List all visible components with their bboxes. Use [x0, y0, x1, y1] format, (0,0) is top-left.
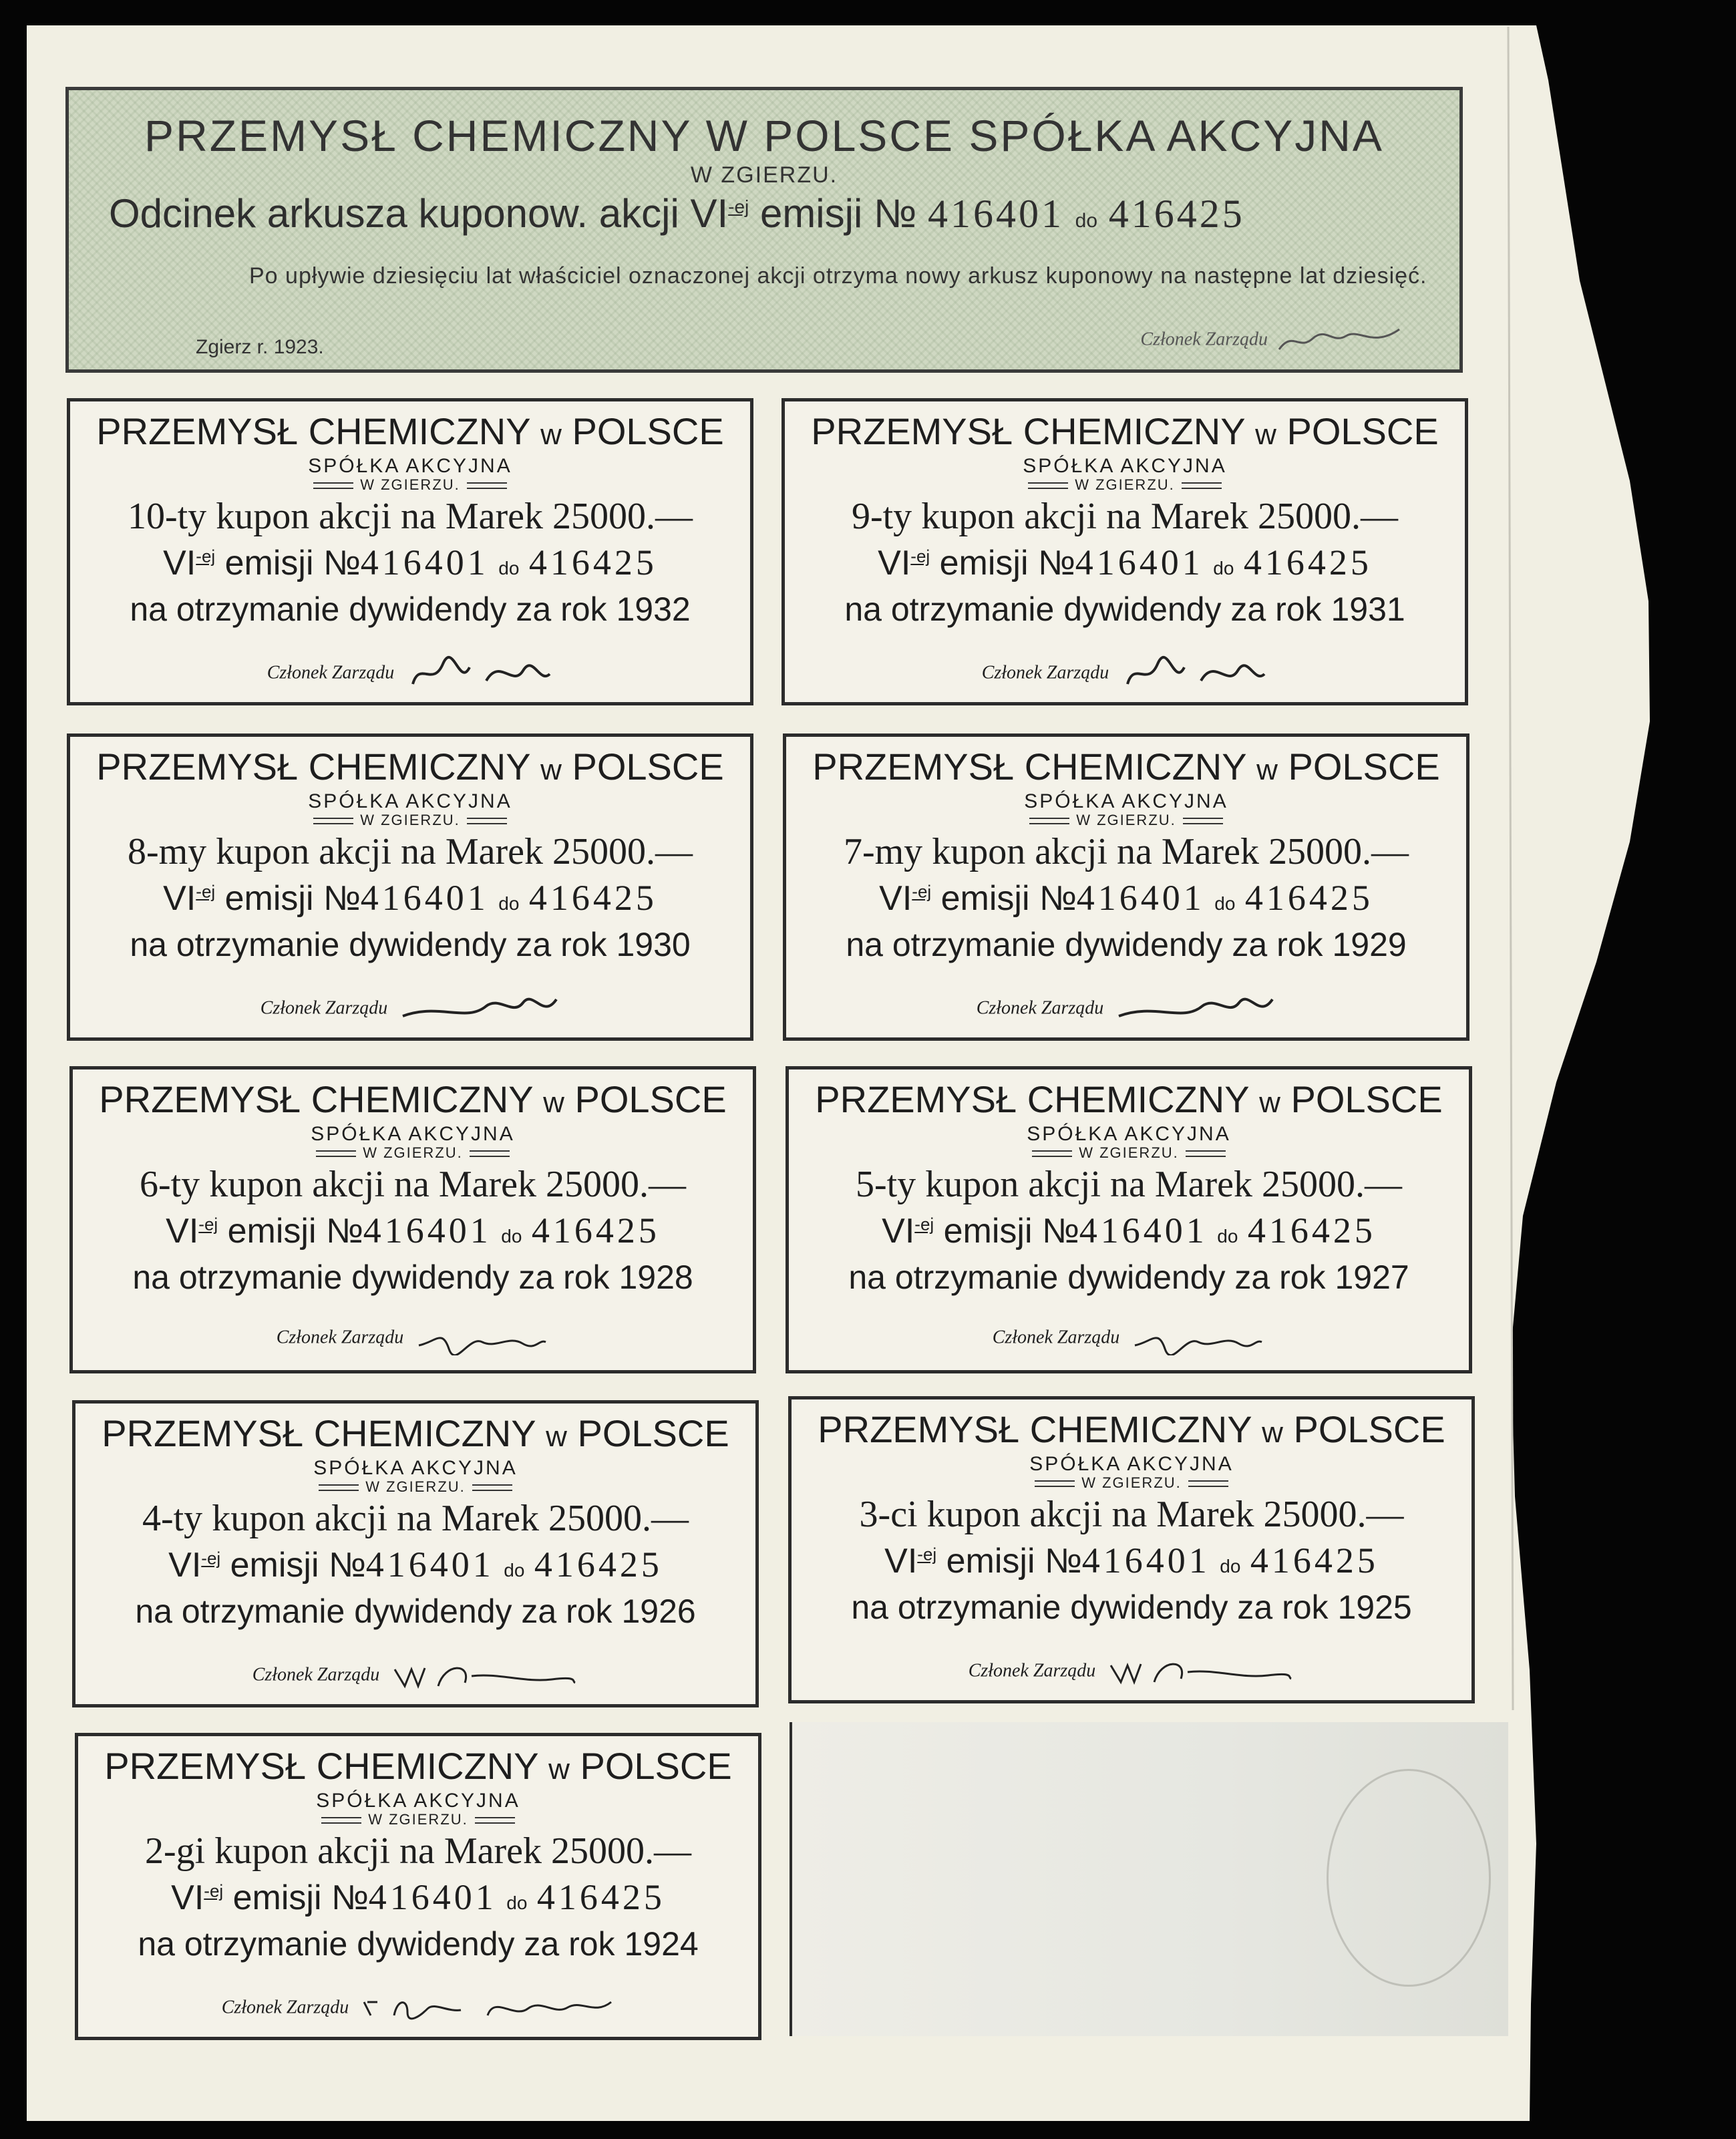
coupon-number-from: 416401	[360, 542, 489, 583]
coupon-company	[73, 1078, 753, 1121]
coupon-city: W ZGIERZU.	[785, 476, 1465, 494]
coupon-sa: SPÓŁKA AKCYJNA	[1027, 1123, 1231, 1145]
coupon-emission-sup: -ej	[204, 1880, 224, 1901]
coupon-company-b: POLSCE	[572, 746, 724, 788]
coupon-line2	[792, 1540, 1471, 1581]
coupon-number-from: 416401	[365, 1544, 494, 1585]
coupon-company	[78, 1744, 758, 1788]
removed-coupon-area	[790, 1722, 1508, 2036]
coupon-number-to: 416425	[1243, 542, 1372, 583]
coupon-number-to: 416425	[534, 1544, 663, 1585]
coupon-emission-prefix: VI	[163, 544, 196, 583]
coupon-sa: SPÓŁKA AKCYJNA	[311, 1123, 515, 1145]
coupon-city: W ZGIERZU.	[70, 476, 750, 494]
coupon-emission-prefix: VI	[884, 1542, 918, 1581]
talon-header	[65, 87, 1463, 373]
coupon-emission-word: emisji	[224, 544, 314, 583]
coupon-signature	[792, 1652, 1471, 1692]
coupon-company-w: w	[1255, 418, 1276, 451]
coupon-line3	[786, 925, 1466, 964]
talon-title-sup: -ej	[728, 196, 749, 217]
coupon-emission-sup: -ej	[914, 1214, 934, 1235]
coupon-number-to: 416425	[528, 542, 657, 583]
signature-icon	[415, 1322, 549, 1355]
coupon-value: kupon akcji na Marek 25000.—	[216, 831, 693, 872]
coupon-line2	[70, 542, 750, 583]
coupon-sa: SPÓŁKA AKCYJNA	[313, 1457, 518, 1479]
talon-title-emission: emisji	[759, 191, 863, 236]
coupon-line1	[78, 1830, 758, 1872]
coupon-signature-label: Członek Zarządu	[221, 1997, 349, 2018]
talon-text: Po upływie dziesięciu lat właściciel oznaczonej akcji otrzyma nowy arkusz kuponowy na następne lat dziesięć.	[249, 263, 1427, 289]
signature-icon	[391, 1656, 578, 1696]
coupon-signature-label: Członek Zarządu	[981, 662, 1109, 683]
coupon-emission-sup: -ej	[912, 881, 932, 902]
coupon-signature-label: Członek Zarządu	[276, 1327, 404, 1348]
coupon-emission-sup: -ej	[196, 546, 216, 566]
coupon-line2	[70, 877, 750, 919]
coupon-line1	[70, 830, 750, 873]
coupon-emission-word: emisji	[939, 544, 1029, 583]
coupon-dividend-text: na otrzymanie dywidendy za rok	[851, 1589, 1329, 1626]
coupon	[782, 398, 1468, 705]
coupon-line2	[78, 1876, 758, 1918]
coupon-emission-word: emisji	[230, 1546, 319, 1585]
coupon-line2	[786, 877, 1466, 919]
coupon-line3	[792, 1588, 1471, 1627]
coupon-ordinal: 2-gi	[144, 1830, 206, 1872]
coupon-number-sign: №	[1039, 879, 1077, 918]
coupon-number-sign: №	[1042, 1212, 1079, 1251]
coupon-company-a: PRZEMYSŁ CHEMICZNY	[96, 410, 530, 452]
coupon-company	[785, 409, 1465, 453]
coupon-number-sep: do	[498, 558, 520, 579]
signature-icon	[1115, 989, 1276, 1029]
coupon-company-a: PRZEMYSŁ CHEMICZNY	[812, 746, 1246, 788]
coupon-year: 1929	[1332, 926, 1407, 963]
coupon-company-a: PRZEMYSŁ CHEMICZNY	[104, 1745, 538, 1787]
coupon-ordinal: 4-ty	[142, 1498, 203, 1539]
coupon-emission-sup: -ej	[196, 881, 216, 902]
ornament-icon	[1327, 1769, 1491, 1987]
coupon-sa: SPÓŁKA AKCYJNA	[1023, 455, 1227, 477]
coupon-company-b: POLSCE	[1286, 410, 1439, 452]
coupon-value: kupon akcji na Marek 25000.—	[926, 1494, 1404, 1535]
coupon-signature-label: Członek Zarządu	[260, 997, 388, 1019]
coupon-value: kupon akcji na Marek 25000.—	[925, 1164, 1403, 1205]
coupon-number-from: 416401	[1081, 1540, 1210, 1581]
coupon-city: W ZGIERZU.	[75, 1478, 755, 1496]
coupon-number-from: 416401	[1079, 1210, 1208, 1251]
talon-signature-label: Członek Zarządu	[1140, 329, 1268, 350]
coupon-company-b: POLSCE	[1290, 1078, 1443, 1120]
signature-icon	[1121, 654, 1268, 694]
coupon-dividend-text: na otrzymanie dywidendy za rok	[132, 1259, 610, 1296]
talon-title	[109, 190, 1245, 237]
coupon-number-sep: do	[506, 1893, 528, 1913]
coupon-number-to: 416425	[1250, 1540, 1379, 1581]
coupon-signature	[789, 1322, 1469, 1355]
coupon-number-sign: №	[1045, 1542, 1082, 1581]
coupon-number-from: 416401	[1076, 878, 1205, 918]
coupon-signature	[785, 654, 1465, 694]
talon-number-to: 416425	[1108, 192, 1245, 236]
coupon-signature-label: Członek Zarządu	[976, 997, 1104, 1019]
coupon	[67, 733, 753, 1041]
signature-icon	[406, 654, 553, 694]
coupon-emission-sup: -ej	[917, 1544, 937, 1565]
coupon-line1	[786, 830, 1466, 873]
coupon-emission-prefix: VI	[879, 879, 912, 918]
coupon-number-sep: do	[1217, 1226, 1238, 1247]
coupon-number-sign: №	[331, 1878, 369, 1917]
coupon-number-sep: do	[498, 893, 520, 914]
coupon-year: 1924	[624, 1925, 699, 1963]
coupon-emission-word: emisji	[946, 1542, 1035, 1581]
coupon-company	[786, 745, 1466, 788]
coupon-line2	[73, 1210, 753, 1251]
coupon-company-b: POLSCE	[572, 410, 724, 452]
coupon	[67, 398, 753, 705]
coupon-city: W ZGIERZU.	[786, 812, 1466, 829]
coupon-city: W ZGIERZU.	[789, 1144, 1469, 1162]
coupon-company-b: POLSCE	[580, 1745, 732, 1787]
coupon-company-a: PRZEMYSŁ CHEMICZNY	[811, 410, 1245, 452]
coupon-number-sign: №	[1038, 544, 1075, 583]
coupon-emission-sup: -ej	[201, 1548, 221, 1569]
coupon-signature-label: Członek Zarządu	[992, 1327, 1120, 1348]
coupon-number-to: 416425	[531, 1210, 660, 1251]
coupon-line1	[785, 495, 1465, 538]
coupon-value: kupon akcji na Marek 25000.—	[214, 1830, 692, 1872]
signature-icon	[1132, 1322, 1265, 1355]
coupon-year: 1932	[616, 591, 691, 628]
coupon-number-from: 416401	[360, 878, 489, 918]
coupon-company-b: POLSCE	[1293, 1408, 1445, 1450]
talon-number-sep: do	[1075, 210, 1098, 232]
coupon-year: 1927	[1335, 1259, 1409, 1296]
talon-signature	[1140, 324, 1406, 357]
coupon-city: W ZGIERZU.	[73, 1144, 753, 1162]
coupon-company-b: POLSCE	[577, 1412, 729, 1454]
coupon-ordinal: 9-ty	[851, 496, 912, 537]
coupon-company-a: PRZEMYSŁ CHEMICZNY	[99, 1078, 533, 1120]
coupon-company-b: POLSCE	[574, 1078, 727, 1120]
coupon-number-from: 416401	[368, 1877, 497, 1917]
coupon	[783, 733, 1469, 1041]
coupon-company-a: PRZEMYSŁ CHEMICZNY	[96, 746, 530, 788]
signature-icon	[361, 1989, 615, 2029]
coupon-city: W ZGIERZU.	[792, 1474, 1471, 1492]
coupon-line3	[70, 925, 750, 964]
signature-icon	[399, 989, 560, 1029]
coupon-signature	[75, 1656, 755, 1696]
coupon-number-sign: №	[329, 1546, 366, 1585]
coupon-company	[792, 1408, 1471, 1451]
coupon-sa: SPÓŁKA AKCYJNA	[316, 1790, 520, 1812]
coupon-company-a: PRZEMYSŁ CHEMICZNY	[102, 1412, 536, 1454]
coupon-dividend-text: na otrzymanie dywidendy za rok	[130, 591, 607, 628]
coupon-number-to: 416425	[536, 1877, 665, 1917]
coupon-year: 1928	[619, 1259, 693, 1296]
coupon-line2	[75, 1544, 755, 1585]
signature-icon	[1272, 324, 1406, 357]
coupon-company	[70, 745, 750, 788]
coupon-sa: SPÓŁKA AKCYJNA	[308, 790, 512, 812]
coupon-dividend-text: na otrzymanie dywidendy za rok	[846, 926, 1323, 963]
coupon-year: 1930	[616, 926, 691, 963]
coupon-emission-prefix: VI	[168, 1546, 202, 1585]
coupon-ordinal: 6-ty	[139, 1164, 200, 1205]
coupon-dividend-text: na otrzymanie dywidendy za rok	[130, 926, 607, 963]
coupon-city: W ZGIERZU.	[78, 1811, 758, 1828]
talon-company: PRZEMYSŁ CHEMICZNY W POLSCE SPÓŁKA AKCYJNA	[144, 111, 1384, 160]
coupon-number-to: 416425	[1247, 1210, 1376, 1251]
coupon-year: 1926	[621, 1593, 696, 1630]
coupon-line1	[792, 1493, 1471, 1536]
coupon-number-to: 416425	[528, 878, 657, 918]
coupon-emission-word: emisji	[232, 1878, 322, 1917]
coupon-emission-prefix: VI	[882, 1212, 915, 1251]
coupon-signature-label: Członek Zarządu	[252, 1664, 380, 1685]
coupon-company-w: w	[543, 1086, 564, 1119]
coupon-dividend-text: na otrzymanie dywidendy za rok	[138, 1925, 615, 1963]
coupon-city: W ZGIERZU.	[70, 812, 750, 829]
coupon-line3	[78, 1925, 758, 1963]
coupon-value: kupon akcji na Marek 25000.—	[216, 496, 693, 537]
talon-city: W ZGIERZU.	[690, 162, 838, 188]
coupon-line3	[70, 590, 750, 629]
coupon-ordinal: 3-ci	[859, 1494, 918, 1535]
coupon-emission-sup: -ej	[198, 1214, 218, 1235]
coupon-signature	[70, 654, 750, 694]
coupon-signature	[73, 1322, 753, 1355]
coupon-line2	[789, 1210, 1469, 1251]
coupon-value: kupon akcji na Marek 25000.—	[209, 1164, 687, 1205]
coupon-year: 1931	[1331, 591, 1405, 628]
coupon-company-w: w	[1259, 1086, 1280, 1119]
coupon-dividend-text: na otrzymanie dywidendy za rok	[848, 1259, 1326, 1296]
coupon-line1	[789, 1163, 1469, 1206]
coupon	[72, 1400, 759, 1707]
signature-icon	[1107, 1652, 1294, 1692]
coupon-number-from: 416401	[363, 1210, 492, 1251]
coupon-line3	[789, 1258, 1469, 1297]
coupon-signature	[786, 989, 1466, 1029]
coupon-number-sep: do	[1214, 893, 1236, 914]
coupon-number-sign: №	[326, 1212, 363, 1251]
coupon-line1	[73, 1163, 753, 1206]
coupon-number-sep: do	[504, 1560, 525, 1581]
coupon-line2	[785, 542, 1465, 583]
coupon	[788, 1396, 1475, 1703]
coupon-company-w: w	[1256, 754, 1278, 786]
coupon-company	[75, 1412, 755, 1455]
coupon-ordinal: 8-my	[127, 831, 207, 872]
coupon-year: 1925	[1337, 1589, 1412, 1626]
coupon-emission-sup: -ej	[910, 546, 930, 566]
coupon	[69, 1066, 756, 1373]
coupon-emission-word: emisji	[227, 1212, 317, 1251]
coupon-sa: SPÓŁKA AKCYJNA	[1029, 1453, 1234, 1475]
coupon-value: kupon akcji na Marek 25000.—	[932, 831, 1409, 872]
coupon-company-w: w	[546, 1420, 567, 1453]
coupon-dividend-text: na otrzymanie dywidendy za rok	[844, 591, 1322, 628]
coupon-number-to: 416425	[1244, 878, 1373, 918]
coupon	[786, 1066, 1472, 1373]
coupon-signature-label: Członek Zarządu	[968, 1660, 1096, 1681]
coupon-emission-prefix: VI	[171, 1878, 204, 1917]
coupon-company	[789, 1078, 1469, 1121]
coupon-line3	[785, 590, 1465, 629]
coupon-company-a: PRZEMYSŁ CHEMICZNY	[818, 1408, 1252, 1450]
coupon-line3	[75, 1592, 755, 1631]
coupon-company-b: POLSCE	[1288, 746, 1440, 788]
coupon-dividend-text: na otrzymanie dywidendy za rok	[135, 1593, 613, 1630]
talon-title-prefix: Odcinek arkusza kuponow. akcji VI	[109, 191, 729, 236]
coupon-signature	[70, 989, 750, 1029]
coupon-company-w: w	[540, 418, 562, 451]
coupon-number-sign: №	[323, 544, 361, 583]
coupon-emission-word: emisji	[224, 879, 314, 918]
talon-number-from: 416401	[928, 192, 1064, 236]
coupon-emission-prefix: VI	[878, 544, 911, 583]
coupon-ordinal: 7-my	[843, 831, 923, 872]
coupon-ordinal: 10-ty	[127, 496, 207, 537]
coupon-sa: SPÓŁKA AKCYJNA	[308, 455, 512, 477]
coupon-line1	[70, 495, 750, 538]
coupon-sa: SPÓŁKA AKCYJNA	[1024, 790, 1228, 812]
coupon-emission-prefix: VI	[163, 879, 196, 918]
coupon-emission-word: emisji	[940, 879, 1030, 918]
coupon-emission-word: emisji	[943, 1212, 1033, 1251]
coupon-signature-label: Członek Zarządu	[267, 662, 395, 683]
coupon-emission-prefix: VI	[166, 1212, 199, 1251]
coupon-value: kupon akcji na Marek 25000.—	[921, 496, 1399, 537]
coupon-company-w: w	[1262, 1416, 1283, 1449]
coupon-number-sep: do	[1213, 558, 1234, 579]
talon-place-date: Zgierz r. 1923.	[196, 336, 324, 358]
coupon-number-sep: do	[501, 1226, 522, 1247]
coupon-company-w: w	[548, 1753, 570, 1786]
coupon-number-sep: do	[1220, 1556, 1241, 1577]
coupon-company	[70, 409, 750, 453]
coupon-line3	[73, 1258, 753, 1297]
coupon-number-sign: №	[323, 879, 361, 918]
coupon-value: kupon akcji na Marek 25000.—	[212, 1498, 689, 1539]
coupon	[75, 1733, 761, 2040]
coupon-company-a: PRZEMYSŁ CHEMICZNY	[815, 1078, 1249, 1120]
talon-number-sign: №	[873, 191, 917, 236]
coupon-signature	[78, 1989, 758, 2029]
coupon-ordinal: 5-ty	[855, 1164, 916, 1205]
coupon-number-from: 416401	[1075, 542, 1204, 583]
coupon-line1	[75, 1497, 755, 1540]
coupon-company-w: w	[540, 754, 562, 786]
